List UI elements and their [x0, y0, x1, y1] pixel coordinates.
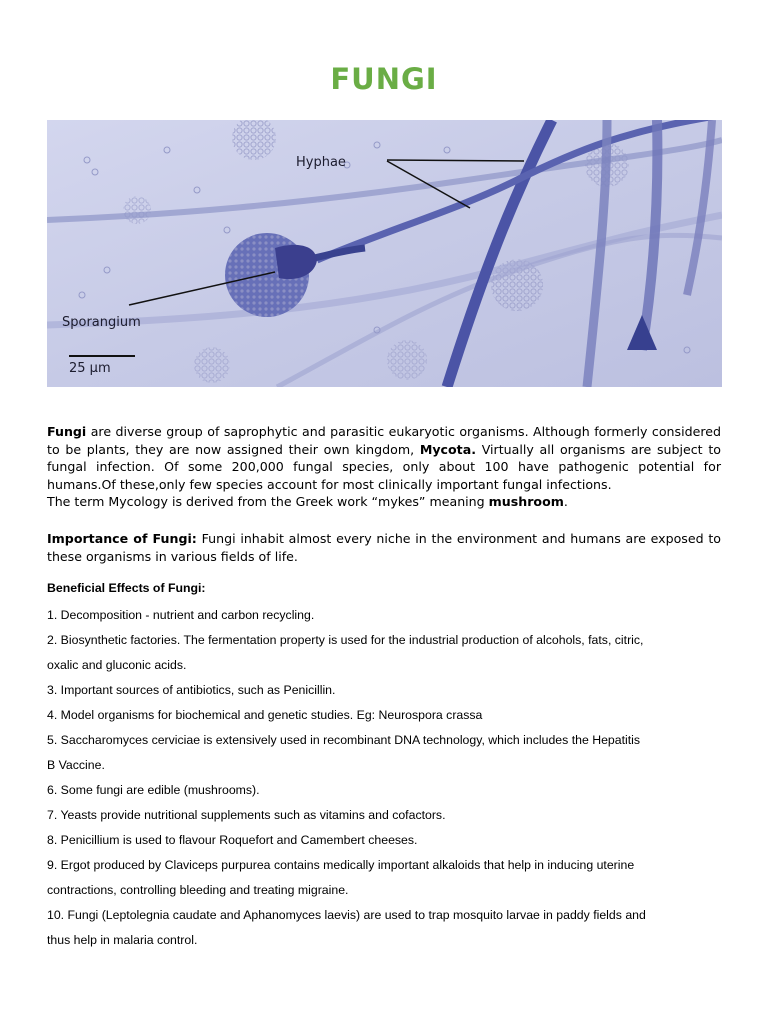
- list-item: [47, 728, 727, 778]
- list-item-line: 7. Yeasts provide nutritional supplements such as vitamins and cofactors.: [47, 808, 446, 822]
- sporangium-label: Sporangium: [62, 315, 141, 330]
- list-item: [47, 603, 727, 628]
- list-item-line: 1. Decomposition - nutrient and carbon recycling.: [47, 608, 315, 622]
- intro-text-2: Virtually all organisms are subject to fungal infection. Of some 200,000 fungal species, only about 100 have pathogenic potential for humans.Of these,only few species account for most clinically important fungal infections.: [47, 441, 721, 492]
- list-item: [47, 828, 727, 853]
- list-item-line: 6. Some fungi are edible (mushrooms).: [47, 783, 260, 797]
- list-item-line: contractions, controlling bleeding and treating migraine.: [47, 883, 349, 897]
- list-item: [47, 903, 727, 953]
- scale-bar-label: 25 µm: [69, 361, 111, 376]
- list-item-line: 10. Fungi (Leptolegnia caudate and Aphanomyces laevis) are used to trap mosquito larvae in paddy fields and: [47, 908, 646, 922]
- list-item-line: 9. Ergot produced by Claviceps purpurea contains medically important alkaloids that help in inducing uterine: [47, 858, 635, 872]
- hyphae-label: Hyphae: [296, 155, 346, 170]
- list-item-line: 8. Penicillium is used to flavour Roquefort and Camembert cheeses.: [47, 833, 418, 847]
- list-item-line: 5. Saccharomyces cerviciae is extensively used in recombinant DNA technology, which includes the Hepatitis: [47, 733, 641, 747]
- list-item-line: 3. Important sources of antibiotics, such as Penicillin.: [47, 683, 336, 697]
- list-item-line: 4. Model organisms for biochemical and genetic studies. Eg: Neurospora crassa: [47, 708, 483, 722]
- list-item-line: thus help in malaria control.: [47, 933, 198, 947]
- intro-text-3: The term Mycology is derived from the Greek work “mykes” meaning: [47, 494, 489, 509]
- intro-text-4: .: [563, 494, 568, 509]
- importance-paragraph: [47, 530, 721, 565]
- intro-paragraph: [47, 423, 721, 511]
- list-item: [47, 628, 727, 678]
- list-item: [47, 778, 727, 803]
- importance-text: Fungi inhabit almost every niche in the environment and humans are exposed to these organisms in various fields of life.: [47, 531, 721, 564]
- list-item-line: B Vaccine.: [47, 758, 105, 772]
- list-item: [47, 678, 727, 703]
- intro-text-1: are diverse group of saprophytic and parasitic eukaryotic organisms. Although formerly considered to be plants, they are now assigned their own kingdom,: [47, 424, 721, 457]
- micrograph-figure: [47, 120, 722, 387]
- page-title: FUNGI: [330, 62, 438, 96]
- term-fungi: Fungi: [47, 424, 87, 439]
- list-item: [47, 803, 727, 828]
- term-mushroom: mushroom: [488, 494, 564, 509]
- beneficial-effects-list: [47, 603, 727, 953]
- list-item: [47, 703, 727, 728]
- list-item-line: oxalic and gluconic acids.: [47, 658, 187, 672]
- micrograph-image: [47, 120, 722, 387]
- beneficial-heading: Beneficial Effects of Fungi:: [47, 581, 206, 595]
- term-mycota: Mycota.: [419, 441, 476, 457]
- list-item: [47, 853, 727, 903]
- importance-heading: Importance of Fungi:: [47, 531, 197, 546]
- list-item-line: 2. Biosynthetic factories. The fermentation property is used for the industrial production of alcohols, fats, citric,: [47, 633, 644, 647]
